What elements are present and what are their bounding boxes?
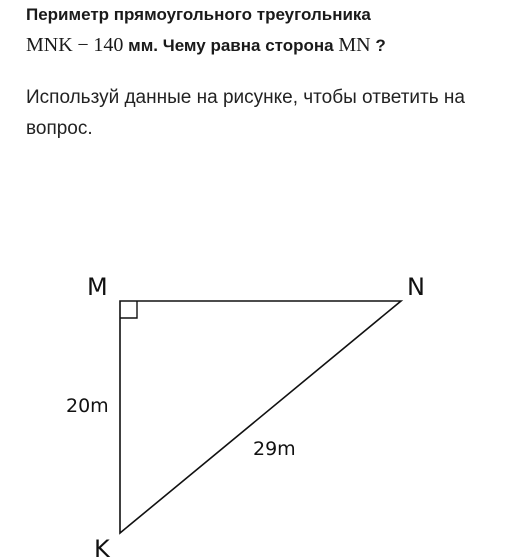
triangle-shape [120,301,401,533]
question-mark: ? [375,36,386,55]
question-prefix: Периметр прямоугольного треугольника [26,5,371,24]
vertex-m-label: M [87,273,108,301]
dash-symbol: − [77,34,89,56]
perimeter-value: 140 [93,34,124,56]
asked-side: MN [338,34,371,56]
question-middle: мм. Чему равна сторона [128,36,334,55]
vertex-n-label: N [407,273,425,301]
instruction-text: Используй данные на рисунке, чтобы ответить на вопрос. [26,87,465,139]
side-mk-length: 20m [66,395,109,417]
side-nk-length: 29m [253,438,296,460]
vertex-k-label: K [94,535,110,557]
triangle-name: MNK [26,34,73,56]
right-angle-marker [120,301,137,318]
